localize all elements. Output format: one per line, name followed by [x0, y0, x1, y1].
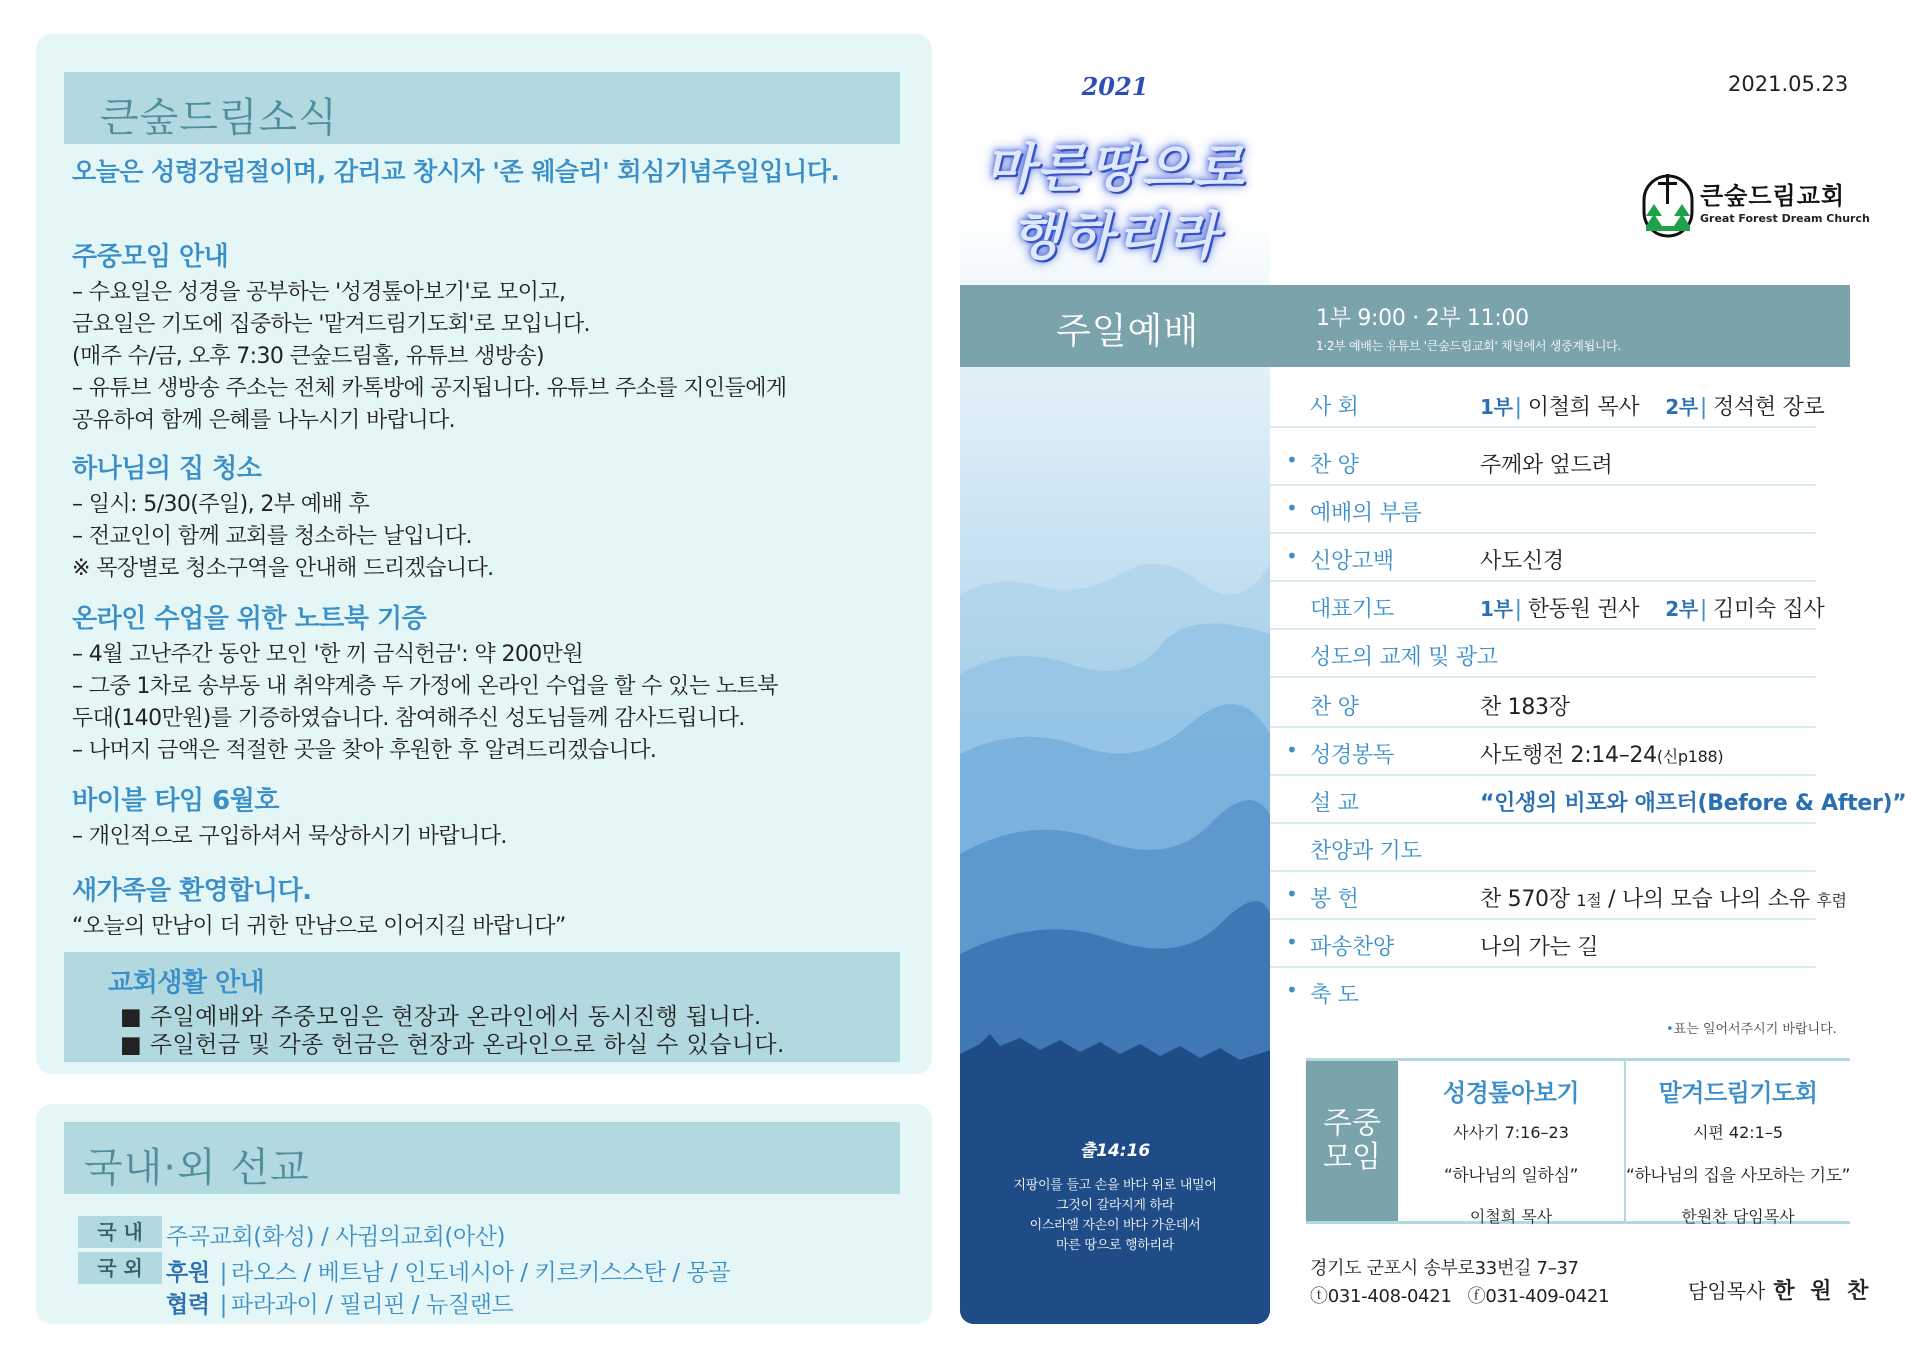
meeting-topic: “하나님의 일하심”: [1444, 1166, 1578, 1186]
church-name-en: Great Forest Dream Church: [1700, 212, 1870, 225]
partner-countries: 파라과이 / 필리핀 / 뉴질랜드: [231, 1292, 514, 1318]
order-value: 찬 183장: [1480, 695, 1570, 720]
stand-dot: •: [1286, 882, 1298, 906]
reading-passage: 사도행전 2:14–24: [1480, 743, 1657, 768]
service-tag: 1부: [1480, 597, 1513, 621]
church-address: 경기도 군포시 송부로33번길 7–37: [1310, 1258, 1579, 1279]
church-logo-icon: [1640, 160, 1696, 240]
order-label: 성경봉독: [1310, 743, 1394, 768]
order-row-sermon: [1270, 776, 1907, 824]
mission-header-title: 국내·외 선교: [84, 1145, 310, 1191]
sermon-title: “인생의 비포와 애프터(Before & After)”: [1480, 791, 1907, 816]
news-header-band: [64, 72, 900, 144]
order-label: 신앙고백: [1310, 549, 1394, 574]
meeting-title: 성경톺아보기: [1442, 1079, 1580, 1107]
offering-hymn: 찬 570장: [1480, 887, 1570, 912]
order-label: 찬 양: [1310, 453, 1359, 478]
overseas-tag: 국 외: [78, 1252, 162, 1284]
offering-suffix: 후렴: [1816, 891, 1847, 910]
presider-name: 정석현 장로: [1713, 395, 1825, 420]
order-value: [1480, 738, 1723, 769]
notice-line: ■ 주일헌금 및 각종 헌금은 현장과 온라인으로 하실 수 있습니다.: [120, 1032, 785, 1058]
order-label: 사 회: [1310, 395, 1359, 420]
theme-title-line1: 마른땅으로: [984, 138, 1246, 199]
section-line: – 4월 고난주간 동안 모인 '한 끼 금식헌금': 약 200만원: [72, 642, 583, 667]
order-row-creed: [1270, 534, 1816, 582]
meeting-leader: 이철희 목사: [1469, 1207, 1553, 1226]
verse-line: 이스라엘 자손이 바다 가운데서: [1029, 1218, 1201, 1233]
order-row-offering: [1270, 872, 1847, 920]
order-label: 성도의 교제 및 광고: [1310, 645, 1498, 670]
section-line: – 개인적으로 구입하셔서 묵상하시기 바랍니다.: [72, 824, 507, 849]
sunday-service-bar: [960, 285, 1850, 367]
church-fax: ⓕ031-409-0421: [1467, 1286, 1610, 1307]
order-value: 1부| 한동원 권사 2부| 김미숙 집사: [1480, 597, 1825, 622]
stand-dot: •: [1286, 544, 1298, 568]
order-label: 찬 양: [1310, 695, 1359, 720]
meeting-leader: 한원찬 담임목사: [1681, 1207, 1795, 1226]
order-label: 대표기도: [1310, 597, 1394, 622]
stand-note-text: 표는 일어서주시기 바랍니다.: [1673, 1022, 1837, 1037]
stand-dot: •: [1286, 448, 1298, 472]
support-label: 후원: [166, 1260, 210, 1286]
section-line: 두대(140만원)를 기증하였습니다. 참여해주신 성도님들께 감사드립니다.: [72, 706, 745, 731]
stand-dot: •: [1286, 738, 1298, 762]
church-name: 큰숲드림교회: [1700, 182, 1846, 210]
order-label: 파송찬양: [1310, 935, 1394, 960]
prayer-name: 김미숙 집사: [1713, 597, 1825, 622]
order-label: 설 교: [1310, 791, 1359, 816]
church-phones: [1310, 1282, 1609, 1308]
pastor-name: 한 원 찬: [1773, 1279, 1873, 1304]
theme-title-line2: 행하리라: [1010, 206, 1220, 267]
meeting-scripture: 사사기 7:16–23: [1453, 1123, 1569, 1142]
notice-title: 교회생활 안내: [108, 968, 265, 998]
church-tel: ⓣ031-408-0421: [1310, 1286, 1452, 1307]
prayer-meeting-column: [1624, 1061, 1851, 1226]
news-section-laptop: [72, 598, 872, 767]
theme-year: 2021: [1081, 72, 1149, 101]
order-row-prayer: [1270, 582, 1825, 630]
theme-artwork: [960, 34, 1270, 1324]
order-value: 주께와 엎드려: [1480, 453, 1613, 478]
presider-name: 이철희 목사: [1527, 395, 1640, 420]
section-line: – 그중 1차로 송부동 내 취약계층 두 가정에 온라인 수업을 할 수 있는 노트북: [72, 674, 778, 699]
section-line: – 나머지 금액은 적절한 곳을 찾아 후원한 후 알려드리겠습니다.: [72, 738, 657, 763]
stand-dot: •: [1286, 496, 1298, 520]
order-value: 나의 가는 길: [1480, 935, 1599, 960]
order-label: 찬양과 기도: [1310, 839, 1422, 864]
news-section-bible-time: [72, 780, 872, 853]
order-row-presider: [1270, 380, 1825, 428]
section-line: – 수요일은 성경을 공부하는 '성경톺아보기'로 모이고,: [72, 280, 566, 305]
bible-study-column: [1398, 1061, 1624, 1226]
meeting-title: 맡겨드림기도회: [1658, 1079, 1818, 1107]
order-label: 축 도: [1310, 983, 1359, 1008]
weekday-side-band: [1306, 1061, 1398, 1221]
section-line: 금요일은 기도에 집중하는 '맡겨드림기도회'로 모입니다.: [72, 312, 590, 337]
verse-reference: 출14:16: [1079, 1141, 1151, 1161]
stand-dot: •: [1666, 1022, 1674, 1037]
bulletin-date: 2021.05.23: [1728, 72, 1849, 96]
domestic-tag: 국 내: [78, 1216, 162, 1248]
order-label: 봉 헌: [1310, 887, 1359, 912]
domestic-missions: 주곡교회(화성) / 사귐의교회(아산): [166, 1224, 506, 1250]
section-line: (매주 수/금, 오후 7:30 큰숲드림홀, 유튜브 생방송): [72, 344, 545, 369]
stand-dot: •: [1286, 930, 1298, 954]
section-title: 새가족을 환영합니다.: [72, 876, 312, 906]
meeting-scripture: 시편 42:1–5: [1692, 1123, 1784, 1142]
order-row-praise-prayer: [1270, 824, 1816, 872]
order-value: 1부| 이철희 목사 2부| 정석현 장로: [1480, 395, 1825, 420]
pastor-title: 담임목사: [1688, 1279, 1766, 1303]
weekday-side-label: 주중: [1323, 1106, 1381, 1141]
section-title: 온라인 수업을 위한 노트북 기증: [72, 604, 427, 634]
order-value: [1480, 882, 1847, 913]
order-row-benediction: [1270, 968, 1816, 1016]
news-lead: 오늘은 성령강림절이며, 감리교 창시자 '존 웨슬리' 회심기념주일입니다.: [72, 157, 840, 186]
service-tag: 2부: [1665, 597, 1698, 621]
weekday-side-label: 모임: [1323, 1140, 1381, 1175]
mission-panel: [36, 1104, 932, 1324]
verse-line: 지팡이를 들고 손을 바다 위로 내밀어: [1013, 1178, 1217, 1193]
news-header-title: 큰숲드림소식: [100, 95, 338, 141]
order-row-hymn: [1270, 680, 1816, 728]
church-life-notice: [64, 952, 900, 1062]
offering-verse: 1절: [1576, 891, 1602, 910]
service-time: 1부 9:00 · 2부 11:00: [1316, 306, 1529, 331]
order-label: 예배의 부름: [1310, 501, 1422, 526]
service-tag: 1부: [1480, 395, 1513, 419]
stand-dot: •: [1286, 978, 1298, 1002]
order-row-praise: [1270, 438, 1816, 486]
order-row-call: [1270, 486, 1816, 534]
offering-title: / 나의 모습 나의 소유: [1601, 887, 1810, 912]
section-title: 바이블 타임 6월호: [72, 786, 280, 816]
service-title: 주일예배: [1056, 311, 1200, 352]
news-section-cleaning: [72, 448, 872, 585]
order-value: 사도신경: [1480, 549, 1564, 574]
stand-note: [1666, 1018, 1837, 1037]
section-line: “오늘의 만남이 더 귀한 만남으로 이어지길 바랍니다”: [72, 914, 566, 939]
section-line: – 유튜브 생방송 주소는 전체 카톡방에 공지됩니다. 유튜브 주소를 지인들에게: [72, 376, 787, 401]
news-section-welcome: [72, 870, 872, 943]
service-tag: 2부: [1665, 395, 1698, 419]
section-line: 공유하여 함께 은혜를 나누시기 바랍니다.: [72, 408, 456, 433]
overseas-partner-row: 협력 | 파라과이 / 필리핀 / 뉴질랜드: [166, 1292, 514, 1318]
section-title: 하나님의 집 청소: [72, 454, 262, 484]
section-line: – 일시: 5/30(주일), 2부 예배 후: [72, 492, 370, 517]
meeting-topic: “하나님의 집을 사모하는 기도”: [1626, 1166, 1851, 1186]
support-countries: 라오스 / 베트남 / 인도네시아 / 키르키스스탄 / 몽골: [231, 1260, 731, 1286]
verse-line: 마른 땅으로 행하리라: [1056, 1238, 1174, 1253]
overseas-support-row: 후원 | 라오스 / 베트남 / 인도네시아 / 키르키스스탄 / 몽골: [166, 1260, 731, 1286]
news-section-weekday: [72, 236, 872, 437]
weekday-meetings-box: [1306, 1058, 1850, 1224]
order-row-reading: [1270, 728, 1816, 776]
notice-line: ■ 주일예배와 주중모임은 현장과 온라인에서 동시진행 됩니다.: [120, 1004, 762, 1030]
prayer-name: 한동원 권사: [1527, 597, 1640, 622]
service-note: 1·2부 예배는 유튜브 '큰숲드림교회' 채널에서 생중계됩니다.: [1316, 339, 1621, 353]
order-row-fellowship: [1270, 630, 1816, 678]
section-line: ※ 목장별로 청소구역을 안내해 드리겠습니다.: [72, 556, 494, 581]
section-line: – 전교인이 함께 교회를 청소하는 날입니다.: [72, 524, 472, 549]
senior-pastor: [1688, 1274, 1872, 1305]
section-title: 주중모임 안내: [72, 242, 229, 272]
mission-header-band: [64, 1122, 900, 1194]
reading-page: (신p188): [1656, 747, 1724, 766]
order-row-sending: [1270, 920, 1816, 968]
partner-label: 협력: [166, 1292, 210, 1318]
verse-line: 그것이 갈라지게 하라: [1056, 1198, 1174, 1213]
